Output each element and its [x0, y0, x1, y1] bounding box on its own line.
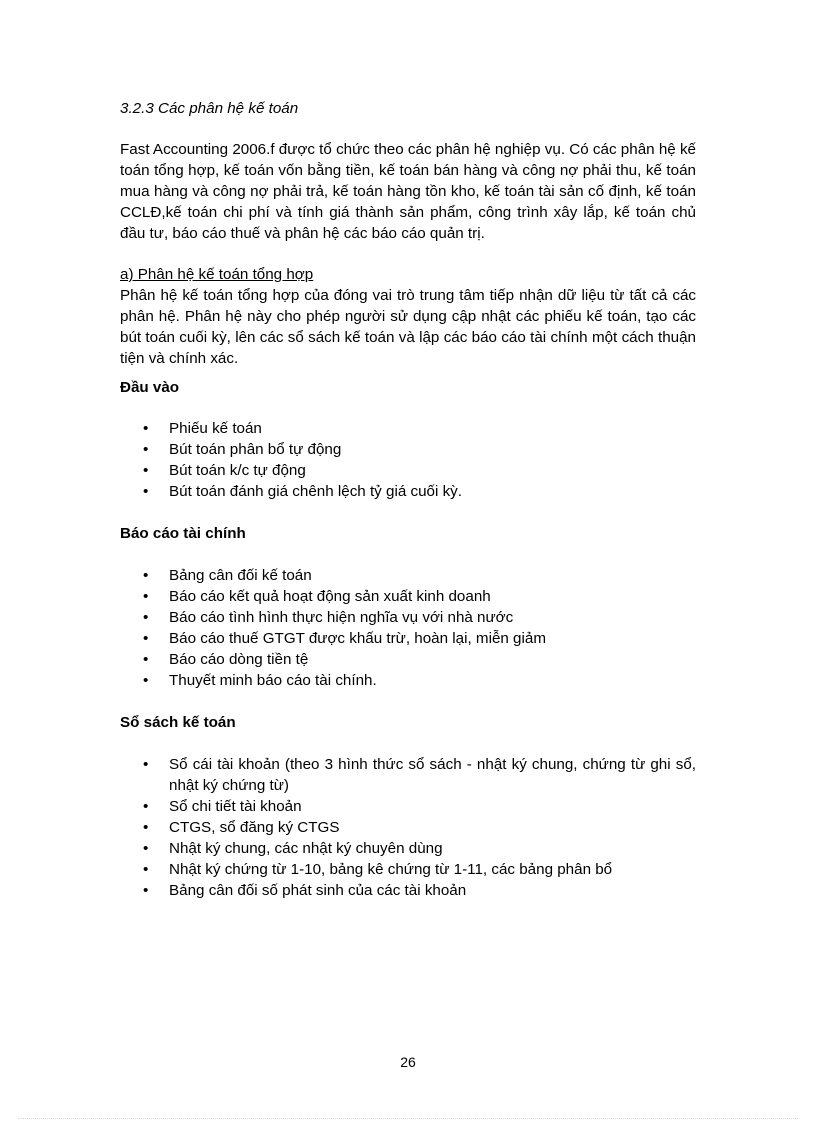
- list-item: • Sổ chi tiết tài khoản: [143, 798, 302, 815]
- inputs-list: [120, 418, 696, 502]
- bullet-icon: •: [143, 672, 149, 689]
- list-item: • Sổ cái tài khoản (theo 3 hình thức sổ sách - nhật ký chung, chứng từ ghi sổ, nhật ký chứng từ): [143, 756, 696, 794]
- list-item: • Báo cáo dòng tiền tệ: [143, 651, 309, 668]
- list-item: • CTGS, sổ đăng ký CTGS: [143, 819, 340, 836]
- list-item: • Bút toán đánh giá chênh lệch tỷ giá cuối kỳ.: [143, 483, 462, 500]
- bullet-icon: •: [143, 819, 149, 836]
- bullet-icon: •: [143, 840, 149, 857]
- subsection-title-row: [120, 264, 696, 285]
- financial-reports-list: [120, 565, 696, 691]
- list-item: • Nhật ký chứng từ 1-10, bảng kê chứng từ 1-11, các bảng phân bổ: [143, 861, 613, 878]
- bullet-icon: •: [143, 882, 149, 899]
- page-bottom-divider: [18, 1118, 798, 1119]
- page-number: 26: [400, 1054, 416, 1070]
- list-item: • Bảng cân đối số phát sinh của các tài khoản: [143, 882, 467, 899]
- inputs-heading: Đầu vào: [120, 379, 180, 396]
- bullet-icon: •: [143, 483, 149, 500]
- subsection-title: a) Phân hệ kế toán tổng hợp: [120, 266, 314, 283]
- bullet-icon: •: [143, 441, 149, 458]
- bullet-icon: •: [143, 588, 149, 605]
- list-item: • Bút toán phân bổ tự động: [143, 441, 342, 458]
- section-heading: 3.2.3 Các phân hệ kế toán: [120, 100, 299, 117]
- bullet-icon: •: [143, 651, 149, 668]
- list-item: • Bút toán k/c tự động: [143, 462, 306, 479]
- financial-reports-heading: Báo cáo tài chính: [120, 525, 246, 542]
- list-item: • Phiếu kế toán: [143, 420, 262, 437]
- list-item: • Báo cáo thuế GTGT được khấu trừ, hoàn lại, miễn giảm: [143, 630, 546, 647]
- bullet-icon: •: [143, 462, 149, 479]
- list-item: • Thuyết minh báo cáo tài chính.: [143, 672, 377, 689]
- list-item: • Nhật ký chung, các nhật ký chuyên dùng: [143, 840, 443, 857]
- accounting-books-list: [120, 754, 696, 901]
- list-item: • Báo cáo kết quả hoạt động sản xuất kinh doanh: [143, 588, 491, 605]
- bullet-icon: •: [143, 861, 149, 878]
- list-item: • Báo cáo tình hình thực hiện nghĩa vụ với nhà nước: [143, 609, 514, 626]
- bullet-icon: •: [143, 420, 149, 437]
- bullet-icon: •: [143, 567, 149, 584]
- page-content: [120, 98, 696, 901]
- intro-paragraph: Fast Accounting 2006.f được tổ chức theo các phân hệ nghiệp vụ. Có các phân hệ kế toán tổng hợp, kế toán vốn bằng tiền, kế toán bán hàng và công nợ phải thu, kế toán mua hàng và công nợ phải trả, kế toán hàng tồn kho, kế toán tài sản cố định, kế toán CCLĐ,kế toán chi phí và tính giá thành sản phẩm, công trình xây lắp, kế toán chủ đầu tư, báo cáo thuế và phân hệ các báo cáo quản trị.: [120, 141, 696, 242]
- list-item: • Bảng cân đối kế toán: [143, 567, 312, 584]
- subsection-body: Phân hệ kế toán tổng hợp của đóng vai trò trung tâm tiếp nhận dữ liệu từ tất cả các phân hệ. Phân hệ này cho phép người sử dụng cập nhật các phiếu kế toán, tạo các bút toán cuối kỳ, lên các sổ sách kế toán và lập các báo cáo tài chính một cách thuận tiện và chính xác.: [120, 287, 696, 367]
- bullet-icon: •: [143, 609, 149, 626]
- bullet-icon: •: [143, 630, 149, 647]
- bullet-icon: •: [143, 798, 149, 815]
- accounting-books-heading: Sổ sách kế toán: [120, 714, 236, 731]
- bullet-icon: •: [143, 756, 149, 773]
